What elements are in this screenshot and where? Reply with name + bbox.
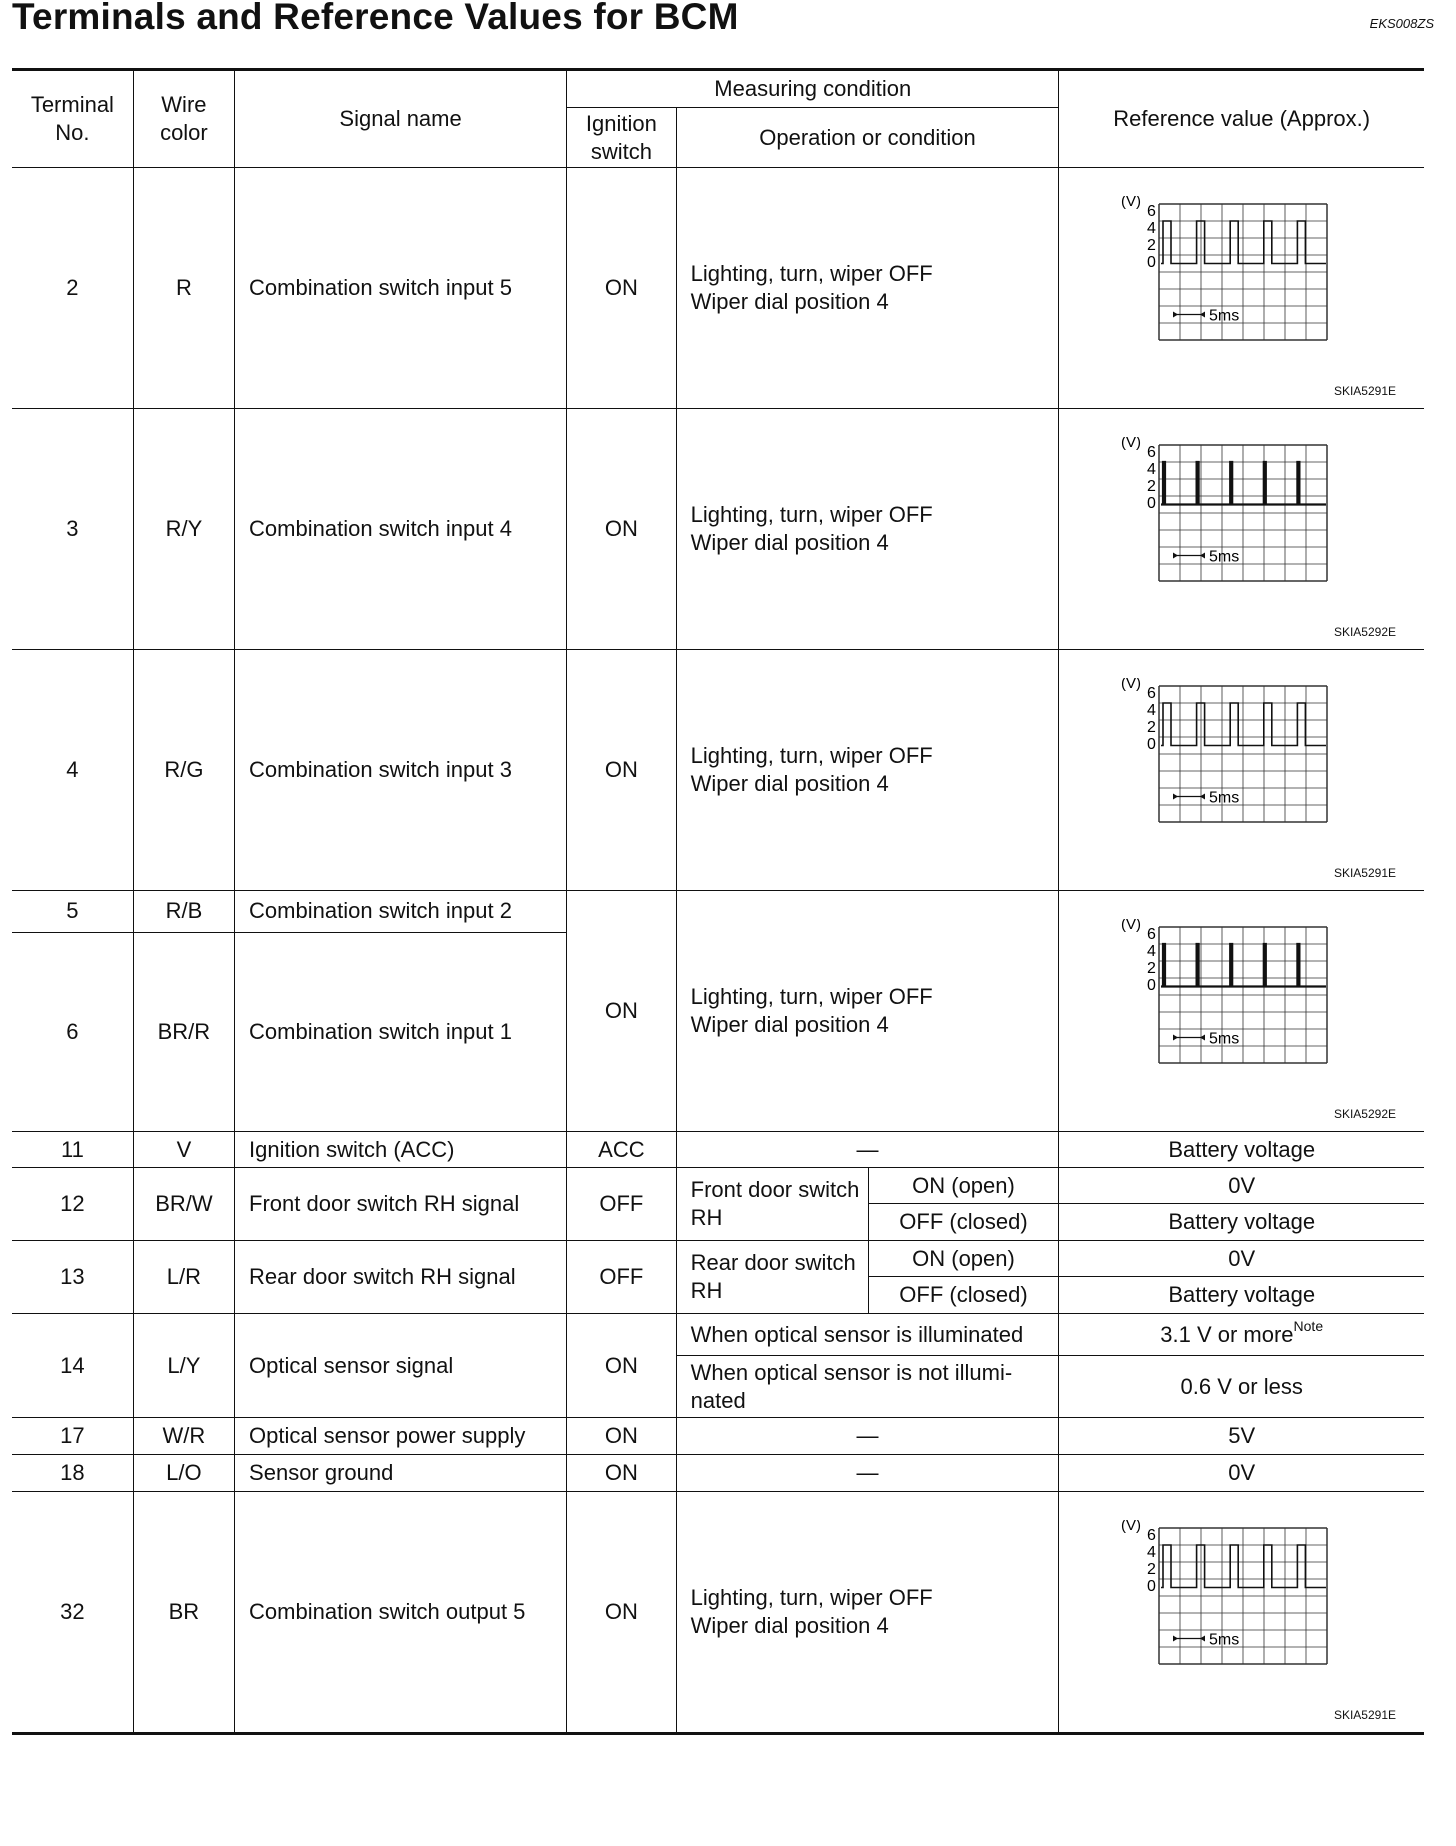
condition-label: Front door switch RH xyxy=(676,1168,868,1241)
ignition-state: OFF xyxy=(567,1168,677,1241)
tick-label: 6 xyxy=(1147,926,1157,943)
time-label: 5ms xyxy=(1209,1030,1240,1048)
figure-code: SKIA5291E xyxy=(1333,1708,1396,1722)
waveform-trace xyxy=(1161,1545,1326,1588)
condition-off: OFF (closed) xyxy=(868,1204,1059,1241)
condition-on: ON (open) xyxy=(868,1241,1059,1277)
unit-label: (V) xyxy=(1121,678,1142,692)
waveform-plot xyxy=(1119,1520,1331,1668)
operation-line: Wiper dial position 4 xyxy=(690,771,889,796)
table-row xyxy=(12,1418,1424,1455)
wire-color: L/Y xyxy=(133,1314,234,1418)
wire-color: BR/R xyxy=(133,932,234,1132)
signal-name: Optical sensor power supply xyxy=(235,1418,567,1455)
arrow-icon xyxy=(1173,553,1178,559)
wire-color: BR xyxy=(133,1492,234,1734)
figure-code: SKIA5292E xyxy=(1333,1107,1396,1121)
operation-line: Wiper dial position 4 xyxy=(690,530,889,555)
terminal-no: 6 xyxy=(12,932,133,1132)
tick-label: 6 xyxy=(1147,444,1157,461)
ignition-state: OFF xyxy=(567,1241,677,1314)
reference-waveform xyxy=(1059,650,1424,891)
tick-label: 0 xyxy=(1147,1578,1157,1595)
time-label: 5ms xyxy=(1209,307,1240,325)
terminal-no: 12 xyxy=(12,1168,133,1241)
operation-line: Lighting, turn, wiper OFF xyxy=(690,1585,933,1610)
ignition-state: ON xyxy=(567,1455,677,1492)
tick-label: 2 xyxy=(1147,719,1157,736)
time-label: 5ms xyxy=(1209,1631,1240,1649)
arrow-icon xyxy=(1173,312,1178,318)
condition-on: ON (open) xyxy=(868,1168,1059,1204)
ignition-state: ON xyxy=(567,650,677,891)
reference-waveform xyxy=(1059,409,1424,650)
arrow-icon xyxy=(1173,794,1178,800)
operation-line: Lighting, turn, wiper OFF xyxy=(690,743,933,768)
tick-label: 2 xyxy=(1147,478,1157,495)
tick-label: 4 xyxy=(1147,943,1157,960)
terminal-no: 17 xyxy=(12,1418,133,1455)
header-wire-color: Wire color xyxy=(133,70,234,168)
reference-waveform xyxy=(1059,168,1424,409)
reference-value: 5V xyxy=(1059,1418,1424,1455)
reference-value: 0V xyxy=(1059,1241,1424,1277)
unit-label: (V) xyxy=(1121,919,1142,933)
note-marker: Note xyxy=(1293,1317,1324,1334)
ignition-state: ON xyxy=(567,1492,677,1734)
reference-value: 0V xyxy=(1059,1455,1424,1492)
terminal-no: 32 xyxy=(12,1492,133,1734)
reference-value: 0.6 V or less xyxy=(1059,1356,1424,1418)
wire-color: R/G xyxy=(133,650,234,891)
ignition-state: ACC xyxy=(567,1132,677,1168)
wire-color: BR/W xyxy=(133,1168,234,1241)
operation-condition: — xyxy=(676,1418,1059,1455)
terminal-no: 14 xyxy=(12,1314,133,1418)
signal-name: Combination switch input 1 xyxy=(235,932,567,1132)
waveform-plot xyxy=(1119,196,1331,344)
table-row xyxy=(12,168,1424,409)
signal-name: Combination switch input 2 xyxy=(235,891,567,933)
waveform-trace xyxy=(1161,944,1326,987)
operation-condition xyxy=(676,168,1059,409)
table-row xyxy=(12,1492,1424,1734)
arrow-icon xyxy=(1173,1636,1178,1642)
condition-off: OFF (closed) xyxy=(868,1277,1059,1314)
table-row xyxy=(12,409,1424,650)
table-row xyxy=(12,1132,1424,1168)
unit-label: (V) xyxy=(1121,1520,1142,1534)
waveform-trace xyxy=(1161,703,1326,746)
ignition-state: ON xyxy=(567,891,677,1132)
figure-code: SKIA5291E xyxy=(1333,866,1396,880)
table-row xyxy=(12,1455,1424,1492)
document-code: EKS008ZS xyxy=(1369,16,1434,31)
signal-name: Rear door switch RH signal xyxy=(235,1241,567,1314)
reference-value xyxy=(1059,1314,1424,1356)
signal-name: Combination switch input 5 xyxy=(235,168,567,409)
operation-line: Wiper dial position 4 xyxy=(690,1012,889,1037)
reference-waveform xyxy=(1059,891,1424,1132)
signal-name: Combination switch input 3 xyxy=(235,650,567,891)
tick-label: 0 xyxy=(1147,736,1157,753)
tick-label: 0 xyxy=(1147,977,1157,994)
signal-name: Optical sensor signal xyxy=(235,1314,567,1418)
ignition-state: ON xyxy=(567,409,677,650)
figure-code: SKIA5291E xyxy=(1333,384,1396,398)
wire-color: V xyxy=(133,1132,234,1168)
signal-name: Combination switch input 4 xyxy=(235,409,567,650)
tick-label: 4 xyxy=(1147,461,1157,478)
table-row xyxy=(12,1168,1424,1204)
signal-name: Combination switch output 5 xyxy=(235,1492,567,1734)
operation-line: Wiper dial position 4 xyxy=(690,289,889,314)
ignition-state: ON xyxy=(567,168,677,409)
unit-label: (V) xyxy=(1121,437,1142,451)
operation-condition: When optical sensor is not illumi-nated xyxy=(676,1356,1059,1418)
signal-name: Ignition switch (ACC) xyxy=(235,1132,567,1168)
tick-label: 6 xyxy=(1147,1527,1157,1544)
operation-condition xyxy=(676,891,1059,1132)
page-title: Terminals and Reference Values for BCM xyxy=(12,0,739,37)
header-signal-name: Signal name xyxy=(235,70,567,168)
wire-color: R xyxy=(133,168,234,409)
waveform-plot xyxy=(1119,919,1331,1067)
tick-label: 2 xyxy=(1147,1561,1157,1578)
operation-condition: When optical sensor is illuminated xyxy=(676,1314,1059,1356)
ignition-state: ON xyxy=(567,1314,677,1418)
header-terminal: Terminal No. xyxy=(12,70,133,168)
tick-label: 6 xyxy=(1147,203,1157,220)
reference-value: Battery voltage xyxy=(1059,1132,1424,1168)
header-measuring-condition: Measuring condition xyxy=(567,70,1059,108)
tick-label: 0 xyxy=(1147,495,1157,512)
tick-label: 4 xyxy=(1147,702,1157,719)
condition-label: Rear door switch RH xyxy=(676,1241,868,1314)
operation-condition xyxy=(676,1492,1059,1734)
reference-value: 0V xyxy=(1059,1168,1424,1204)
tick-label: 4 xyxy=(1147,1544,1157,1561)
unit-label: (V) xyxy=(1121,196,1142,210)
operation-condition: — xyxy=(676,1132,1059,1168)
tick-label: 4 xyxy=(1147,220,1157,237)
table-row xyxy=(12,1314,1424,1356)
terminal-no: 3 xyxy=(12,409,133,650)
wire-color: L/R xyxy=(133,1241,234,1314)
signal-name: Front door switch RH signal xyxy=(235,1168,567,1241)
tick-label: 2 xyxy=(1147,960,1157,977)
wire-color: L/O xyxy=(133,1455,234,1492)
wire-color: R/B xyxy=(133,891,234,933)
terminal-no: 11 xyxy=(12,1132,133,1168)
tick-label: 6 xyxy=(1147,685,1157,702)
header-operation: Operation or condition xyxy=(676,108,1059,168)
wire-color: R/Y xyxy=(133,409,234,650)
terminal-no: 18 xyxy=(12,1455,133,1492)
header-reference-value: Reference value (Approx.) xyxy=(1059,70,1424,168)
reference-value: Battery voltage xyxy=(1059,1204,1424,1241)
reference-value: Battery voltage xyxy=(1059,1277,1424,1314)
table-row xyxy=(12,891,1424,933)
operation-condition xyxy=(676,650,1059,891)
table-row xyxy=(12,1241,1424,1277)
operation-condition: — xyxy=(676,1455,1059,1492)
time-label: 5ms xyxy=(1209,789,1240,807)
operation-condition xyxy=(676,409,1059,650)
waveform-trace xyxy=(1161,221,1326,264)
terminal-no: 4 xyxy=(12,650,133,891)
tick-label: 0 xyxy=(1147,254,1157,271)
table-row xyxy=(12,650,1424,891)
operation-line: Wiper dial position 4 xyxy=(690,1613,889,1638)
arrow-icon xyxy=(1173,1035,1178,1041)
wire-color: W/R xyxy=(133,1418,234,1455)
header-ignition-switch: Ignition switch xyxy=(567,108,677,168)
terminals-table xyxy=(12,68,1424,1735)
reference-waveform xyxy=(1059,1492,1424,1734)
terminal-no: 5 xyxy=(12,891,133,933)
tick-label: 2 xyxy=(1147,237,1157,254)
ignition-state: ON xyxy=(567,1418,677,1455)
operation-line: Lighting, turn, wiper OFF xyxy=(690,261,933,286)
reference-value-text: 3.1 V or more xyxy=(1160,1321,1294,1347)
terminal-no: 13 xyxy=(12,1241,133,1314)
figure-code: SKIA5292E xyxy=(1333,625,1396,639)
signal-name: Sensor ground xyxy=(235,1455,567,1492)
operation-line: Lighting, turn, wiper OFF xyxy=(690,502,933,527)
waveform-trace xyxy=(1161,462,1326,505)
operation-line: Lighting, turn, wiper OFF xyxy=(690,984,933,1009)
time-label: 5ms xyxy=(1209,548,1240,566)
waveform-plot xyxy=(1119,678,1331,826)
waveform-plot xyxy=(1119,437,1331,585)
terminal-no: 2 xyxy=(12,168,133,409)
